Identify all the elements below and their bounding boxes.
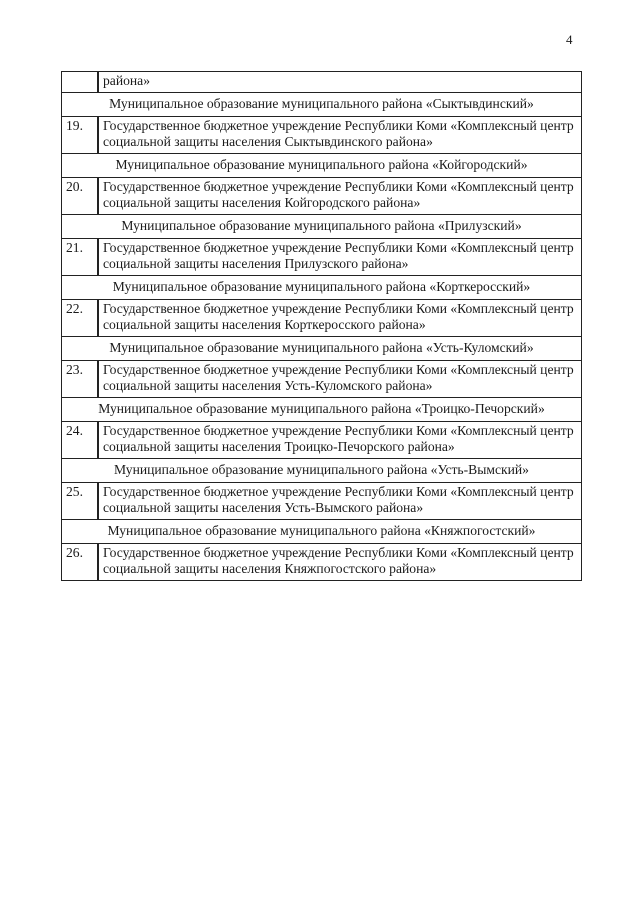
section-header-cell (62, 520, 582, 544)
section-header-text: Муниципальное образование муниципального района «Корткеросский» (112, 279, 531, 294)
section-header-text: Муниципальное образование муниципального района «Сыктывдинский» (109, 96, 534, 111)
section-header-row (62, 276, 582, 300)
section-header-text: Муниципальное образование муниципального района «Княжпогостский» (107, 523, 536, 538)
section-header-cell (62, 93, 582, 117)
institution-name: Государственное бюджетное учреждение Республики Коми «Комплексный центр социальной защиты населения Койгородского района» (98, 178, 582, 215)
row-number-cell (62, 72, 99, 93)
continuation-row (62, 72, 582, 93)
section-header-row (62, 459, 582, 483)
section-header-row (62, 398, 582, 422)
row-number: 22. (62, 300, 99, 337)
section-header-text: Муниципальное образование муниципального района «Троицко-Печорский» (98, 401, 545, 416)
row-number: 25. (62, 483, 99, 520)
row-number: 21. (62, 239, 99, 276)
institution-row (62, 422, 582, 459)
institution-row (62, 544, 582, 581)
institution-row (62, 361, 582, 398)
continuation-text: района» (98, 72, 582, 93)
institution-name: Государственное бюджетное учреждение Республики Коми «Комплексный центр социальной защиты населения Усть-Куломского района» (98, 361, 582, 398)
row-number: 20. (62, 178, 99, 215)
section-header-text: Муниципальное образование муниципального района «Усть-Вымский» (114, 462, 529, 477)
institutions-table (61, 71, 582, 581)
institution-name: Государственное бюджетное учреждение Республики Коми «Комплексный центр социальной защиты населения Троицко-Печорского района» (98, 422, 582, 459)
section-header-text: Муниципальное образование муниципального района «Усть-Куломский» (109, 340, 534, 355)
section-header-row (62, 215, 582, 239)
section-header-cell (62, 154, 582, 178)
row-number: 19. (62, 117, 99, 154)
section-header-text: Муниципальное образование муниципального района «Койгородский» (115, 157, 528, 172)
row-number: 26. (62, 544, 99, 581)
institution-name: Государственное бюджетное учреждение Республики Коми «Комплексный центр социальной защиты населения Корткеросского района» (98, 300, 582, 337)
section-header-row (62, 154, 582, 178)
section-header-text: Муниципальное образование муниципального района «Прилузский» (121, 218, 522, 233)
section-header-row (62, 520, 582, 544)
institution-name: Государственное бюджетное учреждение Республики Коми «Комплексный центр социальной защиты населения Прилузского района» (98, 239, 582, 276)
institution-row (62, 178, 582, 215)
institution-row (62, 483, 582, 520)
institution-row (62, 117, 582, 154)
section-header-row (62, 93, 582, 117)
row-number: 23. (62, 361, 99, 398)
section-header-cell (62, 337, 582, 361)
section-header-cell (62, 215, 582, 239)
section-header-row (62, 337, 582, 361)
institution-row (62, 239, 582, 276)
table-body (62, 72, 582, 581)
section-header-cell (62, 398, 582, 422)
row-number: 24. (62, 422, 99, 459)
institution-name: Государственное бюджетное учреждение Республики Коми «Комплексный центр социальной защиты населения Усть-Вымского района» (98, 483, 582, 520)
institution-name: Государственное бюджетное учреждение Республики Коми «Комплексный центр социальной защиты населения Сыктывдинского района» (98, 117, 582, 154)
institution-row (62, 300, 582, 337)
page-number: 4 (566, 32, 573, 47)
institution-name: Государственное бюджетное учреждение Республики Коми «Комплексный центр социальной защиты населения Княжпогостского района» (98, 544, 582, 581)
section-header-cell (62, 276, 582, 300)
section-header-cell (62, 459, 582, 483)
